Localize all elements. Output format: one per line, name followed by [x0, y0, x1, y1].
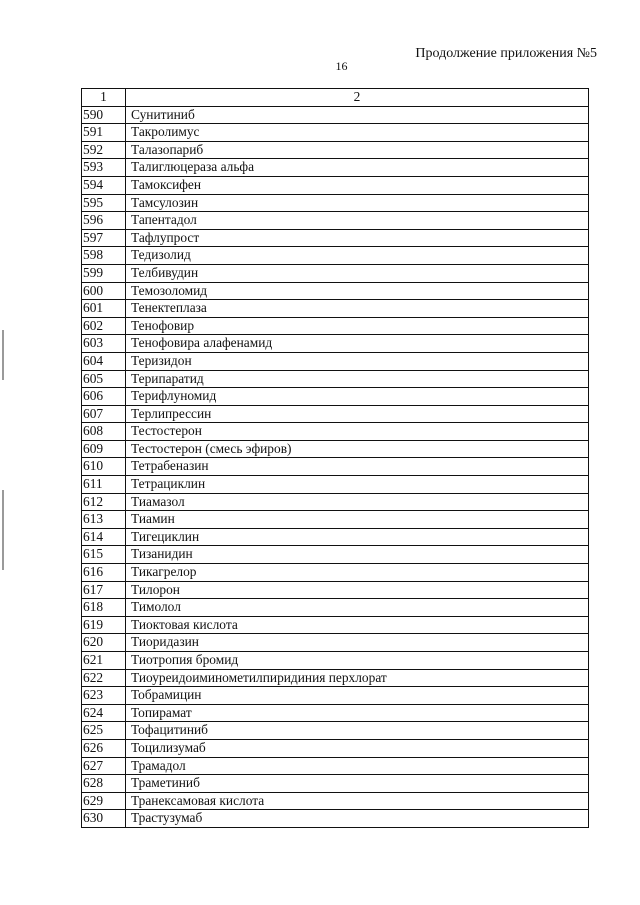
table-row: [82, 423, 589, 441]
row-number-cell: 596: [82, 212, 126, 230]
medicine-name-cell: Темозоломид: [126, 282, 589, 300]
row-number-cell: 592: [82, 141, 126, 159]
table-row: [82, 669, 589, 687]
row-number-cell: 606: [82, 388, 126, 406]
medicine-name-cell: Тиоктовая кислота: [126, 616, 589, 634]
medicine-name-cell: Траметиниб: [126, 775, 589, 793]
table-row: [82, 739, 589, 757]
table-row: [82, 634, 589, 652]
table-row: [82, 159, 589, 177]
table-row: [82, 775, 589, 793]
table-row: [82, 599, 589, 617]
column-header-number: 1: [82, 89, 126, 107]
medicine-name-cell: Тимолол: [126, 599, 589, 617]
row-number-cell: 601: [82, 300, 126, 318]
row-number-cell: 618: [82, 599, 126, 617]
medicine-name-cell: Тиотропия бромид: [126, 652, 589, 670]
medicine-name-cell: Тобрамицин: [126, 687, 589, 705]
row-number-cell: 600: [82, 282, 126, 300]
table-row: [82, 300, 589, 318]
row-number-cell: 590: [82, 106, 126, 124]
medicine-name-cell: Тиамазол: [126, 493, 589, 511]
row-number-cell: 624: [82, 704, 126, 722]
row-number-cell: 594: [82, 176, 126, 194]
row-number-cell: 595: [82, 194, 126, 212]
table-row: [82, 528, 589, 546]
medicine-name-cell: Терлипрессин: [126, 405, 589, 423]
row-number-cell: 613: [82, 511, 126, 529]
table-row: [82, 458, 589, 476]
column-header-name: 2: [126, 89, 589, 107]
medicine-name-cell: Тиоридазин: [126, 634, 589, 652]
medicine-name-cell: Тенофовира алафенамид: [126, 335, 589, 353]
row-number-cell: 615: [82, 546, 126, 564]
medicine-name-cell: Талиглюцераза альфа: [126, 159, 589, 177]
page-number: 16: [335, 59, 348, 73]
table-row: [82, 546, 589, 564]
medicine-name-cell: Тикагрелор: [126, 564, 589, 582]
row-number-cell: 598: [82, 247, 126, 265]
medicine-name-cell: Тенофовир: [126, 317, 589, 335]
table-row: [82, 335, 589, 353]
row-number-cell: 608: [82, 423, 126, 441]
medicine-name-cell: Тиоуреидоиминометилпиридиния перхлорат: [126, 669, 589, 687]
medicine-name-cell: Тестостерон: [126, 423, 589, 441]
row-number-cell: 611: [82, 476, 126, 494]
medicine-list-table: [81, 88, 589, 828]
row-number-cell: 619: [82, 616, 126, 634]
row-number-cell: 617: [82, 581, 126, 599]
row-number-cell: 604: [82, 352, 126, 370]
table-header-row: [82, 89, 589, 107]
medicine-name-cell: Тофацитиниб: [126, 722, 589, 740]
medicine-name-cell: Такролимус: [126, 124, 589, 142]
row-number-cell: 605: [82, 370, 126, 388]
table-row: [82, 194, 589, 212]
table-row: [82, 616, 589, 634]
scan-edge-mark: [2, 330, 4, 380]
table-row: [82, 652, 589, 670]
medicine-name-cell: Тизанидин: [126, 546, 589, 564]
row-number-cell: 626: [82, 739, 126, 757]
scan-edge-mark: [2, 490, 4, 570]
table-row: [82, 124, 589, 142]
medicine-name-cell: Тилорон: [126, 581, 589, 599]
medicine-name-cell: Талазопариб: [126, 141, 589, 159]
row-number-cell: 628: [82, 775, 126, 793]
row-number-cell: 625: [82, 722, 126, 740]
medicine-name-cell: Тенектеплаза: [126, 300, 589, 318]
medicine-name-cell: Тапентадол: [126, 212, 589, 230]
table-row: [82, 247, 589, 265]
row-number-cell: 629: [82, 792, 126, 810]
medicine-name-cell: Сунитиниб: [126, 106, 589, 124]
medicine-name-cell: Транексамовая кислота: [126, 792, 589, 810]
table-row: [82, 704, 589, 722]
row-number-cell: 599: [82, 264, 126, 282]
row-number-cell: 591: [82, 124, 126, 142]
row-number-cell: 602: [82, 317, 126, 335]
medicine-name-cell: Тамсулозин: [126, 194, 589, 212]
table-row: [82, 792, 589, 810]
row-number-cell: 603: [82, 335, 126, 353]
medicine-name-cell: Тамоксифен: [126, 176, 589, 194]
row-number-cell: 609: [82, 440, 126, 458]
row-number-cell: 621: [82, 652, 126, 670]
row-number-cell: 612: [82, 493, 126, 511]
row-number-cell: 616: [82, 564, 126, 582]
medicine-name-cell: Терифлуномид: [126, 388, 589, 406]
table-row: [82, 564, 589, 582]
row-number-cell: 614: [82, 528, 126, 546]
table-row: [82, 212, 589, 230]
table-row: [82, 511, 589, 529]
table-row: [82, 106, 589, 124]
medicine-name-cell: Тафлупрост: [126, 229, 589, 247]
row-number-cell: 630: [82, 810, 126, 828]
medicine-name-cell: Топирамат: [126, 704, 589, 722]
row-number-cell: 610: [82, 458, 126, 476]
medicine-name-cell: Трастузумаб: [126, 810, 589, 828]
table-row: [82, 229, 589, 247]
table-row: [82, 282, 589, 300]
table-row: [82, 440, 589, 458]
row-number-cell: 597: [82, 229, 126, 247]
medicine-name-cell: Тиамин: [126, 511, 589, 529]
table-row: [82, 317, 589, 335]
medicine-name-cell: Теризидон: [126, 352, 589, 370]
table-row: [82, 757, 589, 775]
medicine-name-cell: Тетрациклин: [126, 476, 589, 494]
medicine-name-cell: Тестостерон (смесь эфиров): [126, 440, 589, 458]
appendix-continuation-note: Продолжение приложения №5: [415, 46, 597, 61]
table-row: [82, 810, 589, 828]
table-row: [82, 687, 589, 705]
medicine-name-cell: Телбивудин: [126, 264, 589, 282]
table-row: [82, 476, 589, 494]
table-row: [82, 176, 589, 194]
table-row: [82, 493, 589, 511]
medicine-name-cell: Трамадол: [126, 757, 589, 775]
row-number-cell: 607: [82, 405, 126, 423]
medicine-name-cell: Тедизолид: [126, 247, 589, 265]
row-number-cell: 623: [82, 687, 126, 705]
row-number-cell: 627: [82, 757, 126, 775]
row-number-cell: 620: [82, 634, 126, 652]
table-row: [82, 581, 589, 599]
row-number-cell: 593: [82, 159, 126, 177]
table-row: [82, 352, 589, 370]
table-row: [82, 264, 589, 282]
medicine-name-cell: Тоцилизумаб: [126, 739, 589, 757]
table-body: [82, 106, 589, 827]
table-row: [82, 722, 589, 740]
table-row: [82, 141, 589, 159]
medicine-name-cell: Тигециклин: [126, 528, 589, 546]
medicine-name-cell: Тетрабеназин: [126, 458, 589, 476]
table-row: [82, 388, 589, 406]
medicine-name-cell: Терипаратид: [126, 370, 589, 388]
table-row: [82, 405, 589, 423]
row-number-cell: 622: [82, 669, 126, 687]
table-row: [82, 370, 589, 388]
